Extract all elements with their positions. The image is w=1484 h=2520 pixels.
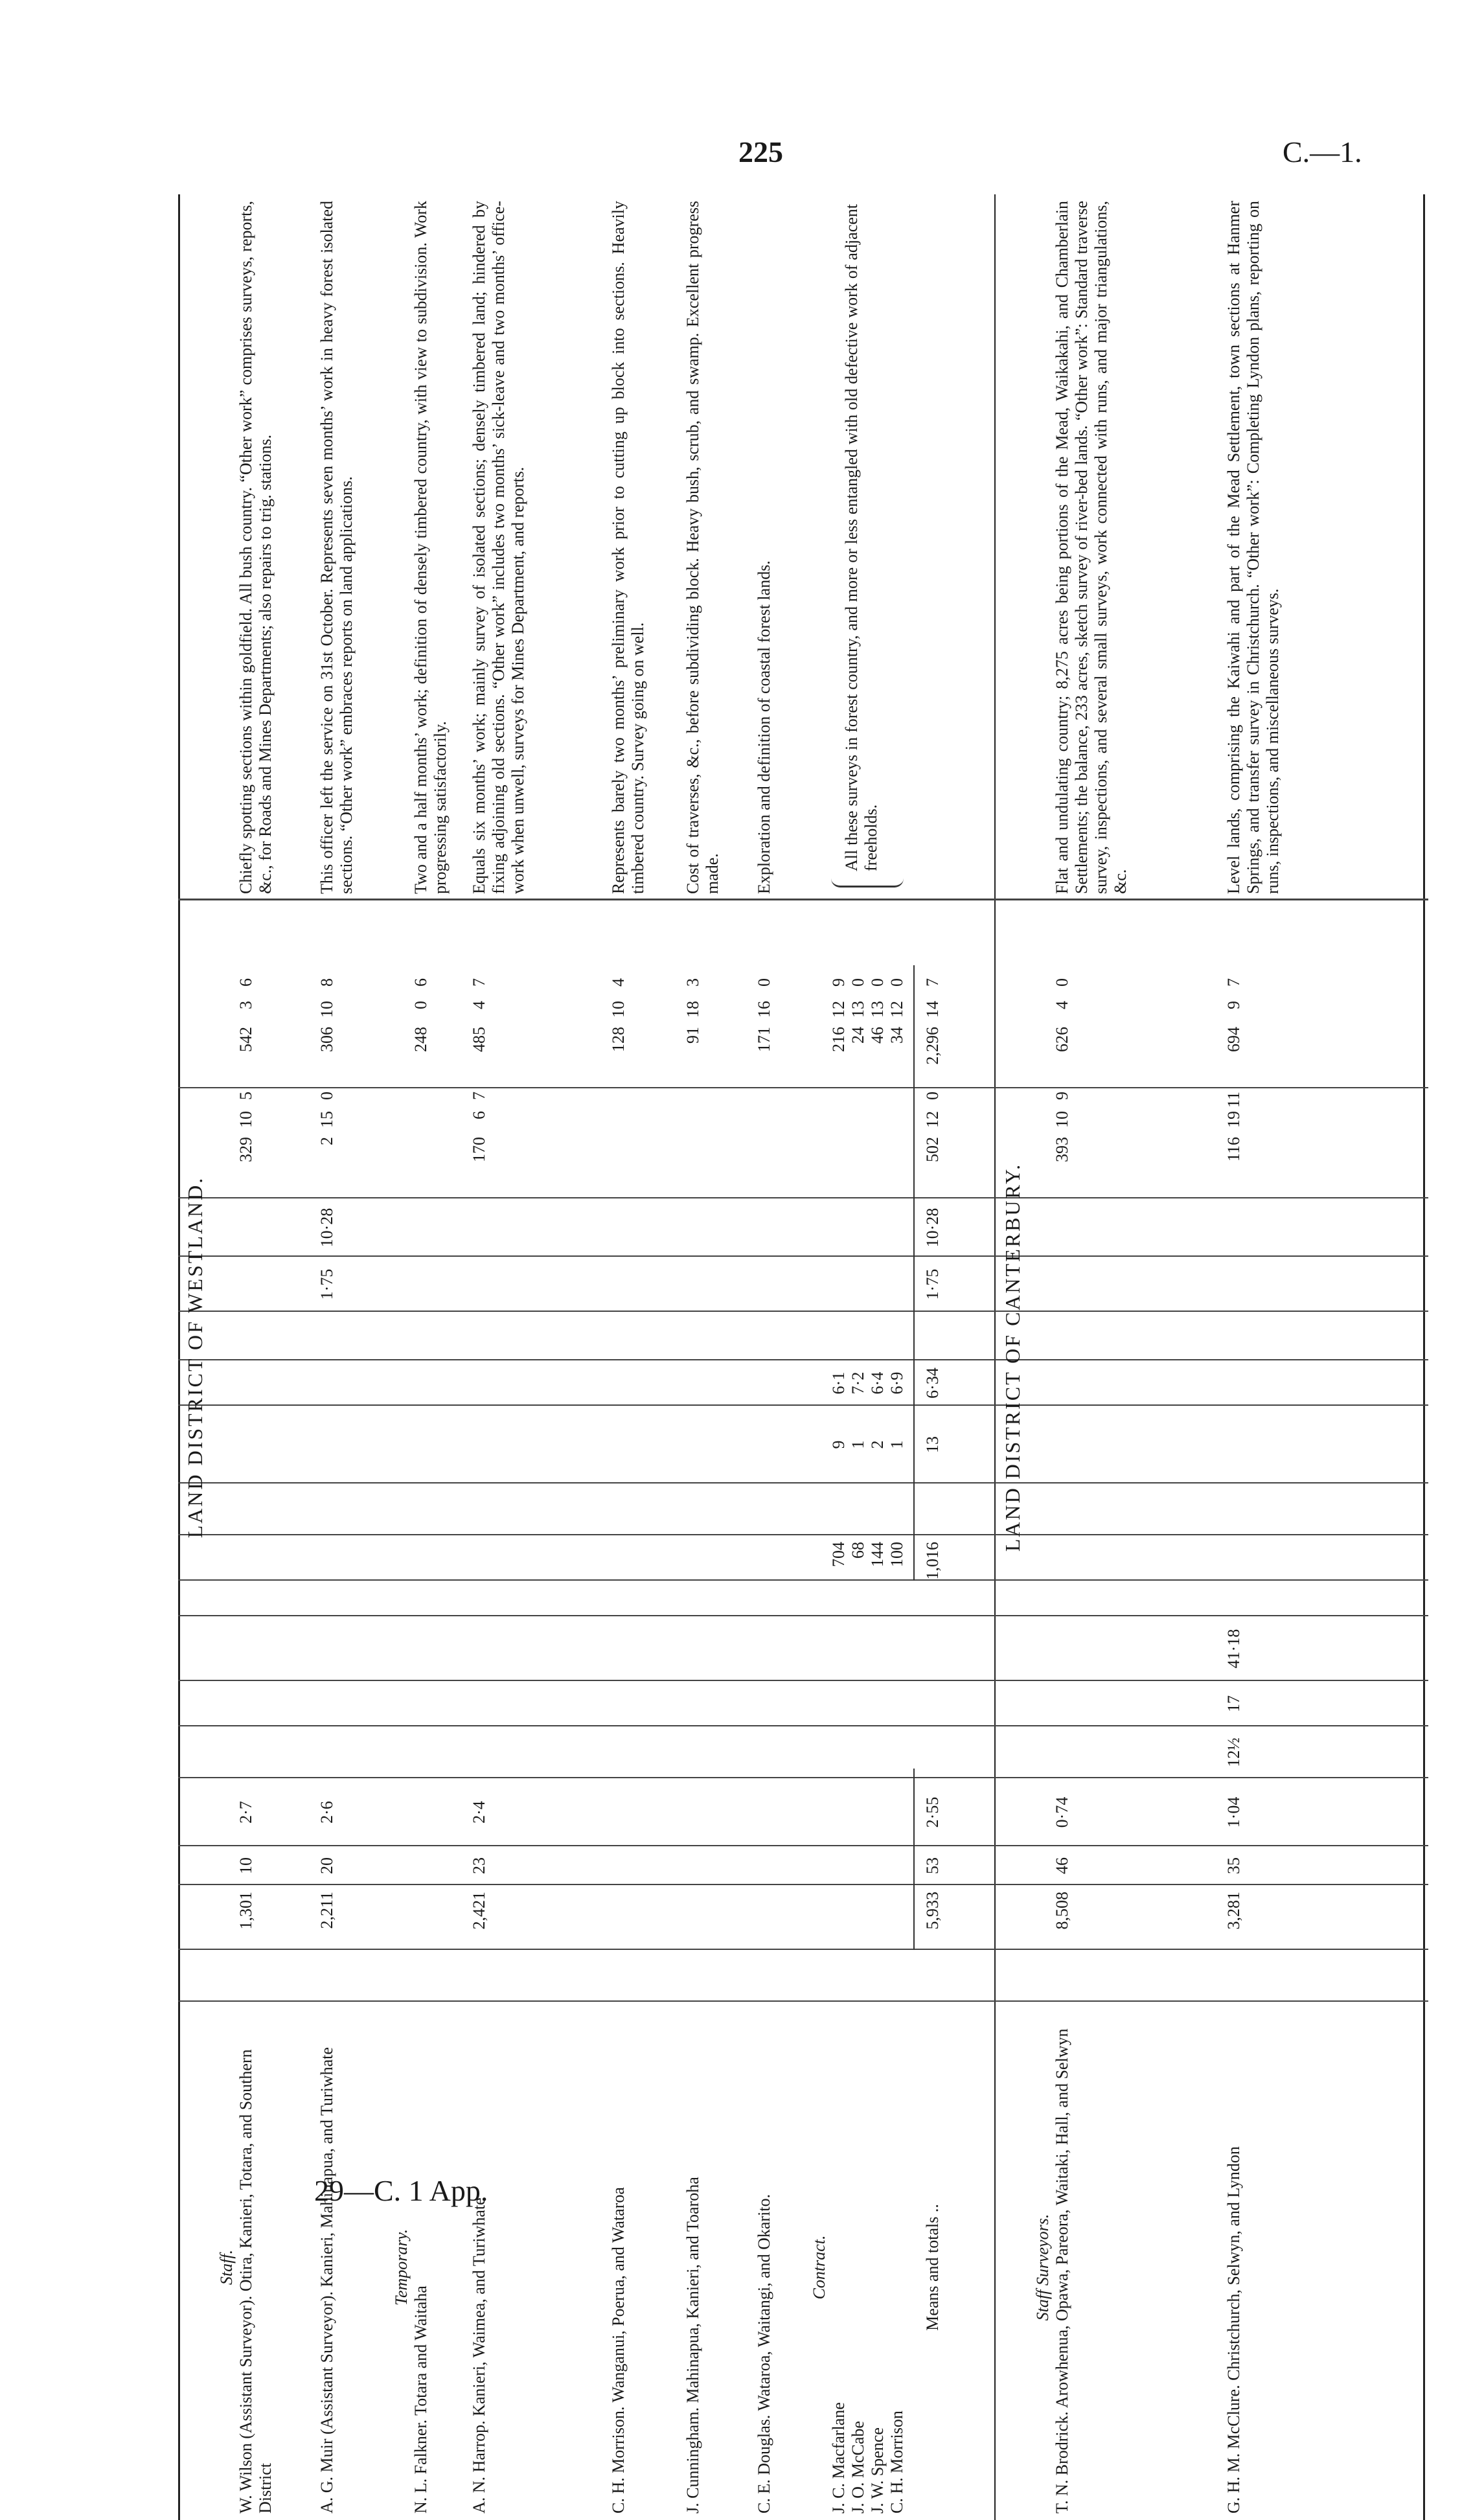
total-pence: 0 (849, 978, 867, 987)
other-work-shillings: 6 (470, 1111, 488, 1119)
surveyor-name: A. N. Harrop. Kanieri, Waimea, and Turiwhate (470, 2197, 488, 2514)
westland-row-muir (317, 2021, 337, 2514)
total-pounds: 128 (609, 1027, 628, 1052)
sections-count: 46 (1053, 1857, 1071, 1874)
other-work-pence: 11 (1224, 1092, 1243, 1108)
total-contract-sections: 13 (923, 1436, 942, 1453)
grand-total-pounds: 2,296 (923, 1027, 942, 1065)
contract-row (849, 2021, 868, 2514)
total-shillings: 9 (1224, 1001, 1243, 1009)
other-work-shillings: 19 (1224, 1111, 1243, 1128)
westland-row-douglas (755, 2021, 774, 2514)
total-pounds: 24 (849, 1027, 867, 1044)
table-top-rule (178, 194, 180, 2520)
contract-rate: 6·4 (868, 1371, 887, 1395)
surveyor-name: T. N. Brodrick. Arowhenua, Opawa, Pareora, Waitaki, Hall, and Selwyn (1053, 2028, 1071, 2514)
district-separator-rule (994, 194, 996, 2520)
district-title-canterbury: LAND DISTRICT OF CANTERBURY. (1001, 1162, 1024, 1552)
canterbury-row-mcclure (1224, 2021, 1244, 2514)
column-rule (178, 1359, 1428, 1360)
staff-surveyors-heading: Staff Surveyors. (1033, 2214, 1052, 2321)
table-bottom-rule (1423, 194, 1425, 2520)
column-rule (178, 1534, 1428, 1535)
total-pounds: 248 (411, 1027, 430, 1052)
surveyor-name: G. H. M. McClure. Christchurch, Selwyn, and Lyndon (1224, 2146, 1243, 2514)
column-rule (178, 1482, 1428, 1483)
other-work-pounds: 393 (1053, 1137, 1071, 1162)
total-pounds: 694 (1224, 1027, 1243, 1052)
grand-total-pence: 7 (923, 978, 942, 987)
staff-heading: Staff. (217, 2249, 236, 2285)
contract-acres: 68 (849, 1542, 867, 1559)
contract-rate: 6·1 (829, 1371, 848, 1395)
other-work-pounds: 2 (317, 1137, 336, 1145)
total-misc-rate: 1·75 (923, 1268, 942, 1300)
total-shillings: 12 (829, 1001, 848, 1018)
other-work-pence: 0 (317, 1092, 336, 1100)
total-pounds: 34 (887, 1027, 906, 1044)
total-shillings: 10 (317, 1001, 336, 1018)
westland-row-harrop (470, 2021, 489, 2514)
contract-acres: 704 (829, 1542, 848, 1567)
contract-remarks: All these surveys in forest country, and more or less entangled with old defective work of adjacent freeholds. (842, 204, 880, 871)
sections-count: 10 (236, 1857, 255, 1874)
total-pounds: 626 (1053, 1027, 1071, 1052)
total-pounds: 306 (317, 1027, 336, 1052)
remarks: Chiefly spotting sections within goldfield. All bush country. “Other work” comprises surveys, reports, &c., for Roads and Mines Departments; also repairs to trig. stations. (236, 201, 275, 894)
total-area: 5,933 (923, 1892, 942, 1930)
total-shillings: 3 (236, 1001, 255, 1009)
cost-per-acre: 2·4 (470, 1801, 488, 1824)
other-work-pounds: 116 (1224, 1137, 1243, 1162)
total-pence: 9 (829, 978, 848, 987)
column-rule (178, 2000, 1428, 2002)
total-pence: 4 (609, 978, 628, 987)
other-work-pounds: 170 (470, 1137, 488, 1162)
town-sections: 17 (1224, 1695, 1243, 1712)
contract-brace (831, 876, 904, 888)
town-acres: 12½ (1224, 1737, 1243, 1767)
total-pence: 0 (868, 978, 887, 987)
westland-row-morrison (609, 2021, 628, 2514)
other-work-pence: 9 (1053, 1092, 1071, 1100)
total-shillings: 18 (683, 1001, 702, 1018)
other-work-shillings: 15 (317, 1111, 336, 1128)
contract-sections: 2 (868, 1440, 887, 1449)
mean-cost: 2·55 (923, 1796, 942, 1828)
column-rule (178, 899, 1428, 900)
contract-heading-row (810, 2021, 829, 2514)
subtotal-rule (913, 1769, 915, 1950)
contract-row (829, 2021, 849, 2514)
total-pence: 0 (887, 978, 906, 987)
total-shillings: 16 (755, 1001, 773, 1018)
total-pence: 7 (470, 978, 488, 987)
misc-cost: 10·28 (317, 1208, 336, 1248)
total-other-pence: 0 (923, 1092, 942, 1100)
total-pence: 6 (411, 978, 430, 987)
other-work-shillings: 10 (1053, 1111, 1071, 1128)
contract-rate: 6·9 (887, 1371, 906, 1395)
contract-row (868, 2021, 887, 2514)
mean-contract-rate: 6·34 (923, 1368, 942, 1399)
misc-rate: 1·75 (317, 1268, 336, 1300)
sections-count: 35 (1224, 1857, 1243, 1874)
contract-heading: Contract. (810, 2235, 828, 2300)
contract-acres: 100 (887, 1542, 906, 1567)
grand-total-shillings: 14 (923, 1001, 942, 1018)
other-work-shillings: 10 (236, 1111, 255, 1128)
column-rule (178, 1311, 1428, 1312)
total-misc-cost: 10·28 (923, 1208, 942, 1248)
area-acres: 2,211 (317, 1892, 336, 1929)
remarks: Flat and undulating country; 8,275 acres being portions of the Mead, Waikakahi, and Chamberlain Settlements; the balance, 233 acres, sketch survey of river-bed lands. “Other work”: Standard traverse survey, inspections, and several small surveys, work connected with runs, and major triangulations, &c. (1053, 201, 1130, 894)
total-shillings: 4 (470, 1001, 488, 1009)
other-work-pounds: 329 (236, 1137, 255, 1162)
surveyor-name: J. W. Spence (868, 2427, 887, 2514)
total-pounds: 91 (683, 1027, 702, 1044)
column-rule (178, 1255, 1428, 1257)
column-rule (178, 1404, 1428, 1406)
total-pence: 7 (1224, 978, 1243, 987)
survey-table (172, 194, 1435, 2520)
total-other-shillings: 12 (923, 1111, 942, 1128)
cost-per-acre: 2·6 (317, 1801, 336, 1824)
total-pence: 3 (683, 978, 702, 987)
document-reference: C.—1. (1283, 135, 1362, 168)
total-pence: 0 (755, 978, 773, 987)
westland-row-cunningham (683, 2021, 703, 2514)
column-rule (178, 1579, 1428, 1581)
surveyor-name: J. O. McCabe (849, 2421, 867, 2514)
contract-row (887, 2021, 907, 2514)
other-work-pence: 5 (236, 1092, 255, 1100)
total-other-pounds: 502 (923, 1137, 942, 1162)
sections-count: 20 (317, 1857, 336, 1874)
remarks: Cost of traverses, &c., before subdividing block. Heavy bush, scrub, and swamp. Excellent progress made. (683, 201, 722, 894)
sections-count: 23 (470, 1857, 488, 1874)
remarks: Represents barely two months’ preliminary work prior to cutting up block into sections. Heavily timbered country. Survey going on well. (609, 201, 647, 894)
total-shillings: 10 (609, 1001, 628, 1018)
remarks: Two and a half months’ work; definition of densely timbered country, with view to subdivision. Work progressing satisfactorily. (411, 201, 450, 894)
total-sections: 53 (923, 1857, 942, 1874)
surveyor-name: W. Wilson (Assistant Surveyor). Otira, Kanieri, Totara, and Southern District (236, 2049, 275, 2514)
area-acres: 1,301 (236, 1892, 255, 1930)
surveyor-name: C. H. Morrison (887, 2411, 906, 2514)
cost-per-acre: 1·04 (1224, 1796, 1243, 1828)
total-shillings: 4 (1053, 1001, 1071, 1009)
subtotal-rule (913, 965, 915, 1198)
total-pence: 6 (236, 978, 255, 987)
canterbury-row-brodrick (1033, 2021, 1072, 2514)
area-acres: 3,281 (1224, 1892, 1243, 1930)
westland-row-wilson (217, 2021, 275, 2514)
remarks: Level lands, comprising the Kaiwahi and part of the Mead Settlement, town sections at Hanmer Springs, and transfer survey in Christchurch. “Other work”: Completing Lyndon plans, reporting on runs, inspections, and miscellaneous surveys. (1224, 201, 1282, 894)
total-pounds: 485 (470, 1027, 488, 1052)
totals-label: Means and totals .. (923, 2204, 942, 2331)
contract-rate: 7·2 (849, 1371, 867, 1395)
total-pence: 0 (1053, 978, 1071, 987)
total-shillings: 12 (887, 1001, 906, 1018)
total-pounds: 216 (829, 1027, 848, 1052)
contract-sections: 1 (887, 1440, 906, 1449)
page-footer: 29—C. 1 App. (314, 2174, 488, 2207)
temporary-heading: Temporary. (392, 2228, 411, 2306)
total-pounds: 46 (868, 1027, 887, 1044)
total-contract-acres: 1,016 (923, 1542, 942, 1580)
cost-per-acre: 2·7 (236, 1801, 255, 1824)
total-shillings: 0 (411, 1001, 430, 1009)
contract-sections: 9 (829, 1440, 848, 1449)
surveyor-name: C. H. Morrison. Wanganui, Poerua, and Wataroa (609, 2187, 628, 2514)
other-work-pence: 7 (470, 1092, 488, 1100)
total-pence: 8 (317, 978, 336, 987)
contract-sections: 1 (849, 1440, 867, 1449)
area-acres: 2,421 (470, 1892, 488, 1930)
cost-per-acre: 0·74 (1053, 1796, 1071, 1828)
westland-row-falkner (392, 2021, 431, 2514)
surveyor-name: N. L. Falkner. Totara and Waitaha (411, 2285, 430, 2514)
total-pounds: 171 (755, 1027, 773, 1052)
surveyor-name: J. C. Macfarlane (829, 2402, 848, 2514)
total-shillings: 13 (849, 1001, 867, 1018)
district-title-westland: LAND DISTRICT OF WESTLAND. (183, 1176, 207, 1539)
remarks: This officer left the service on 31st October. Represents seven months’ work in heavy forest isolated sections. “Other work” embraces reports on land applications. (317, 201, 356, 894)
total-shillings: 13 (868, 1001, 887, 1018)
surveyor-name: J. Cunningham. Mahinapua, Kanieri, and Toaroha (683, 2177, 702, 2514)
total-pounds: 542 (236, 1027, 255, 1052)
surveyor-name: A. G. Muir (Assistant Surveyor). Kanieri, Mahinapua, and Turiwhate (317, 2047, 336, 2514)
contract-acres: 144 (868, 1542, 887, 1567)
remarks: Exploration and definition of coastal forest lands. (755, 560, 773, 894)
page-number: 225 (738, 135, 783, 168)
remarks: Equals six months’ work; mainly survey of isolated sections; densely timbered land; hindered by fixing adjoining old sections. “Other work” includes two months’ sick-leave and two months’ office-work when unwell, surveys for Mines Department, and reports. (470, 201, 527, 894)
town-cost: 41·18 (1224, 1629, 1243, 1669)
subtotal-rule (913, 1192, 915, 1581)
area-acres: 8,508 (1053, 1892, 1071, 1930)
surveyor-name: C. E. Douglas. Wataroa, Waitangi, and Okarito. (755, 2194, 773, 2514)
